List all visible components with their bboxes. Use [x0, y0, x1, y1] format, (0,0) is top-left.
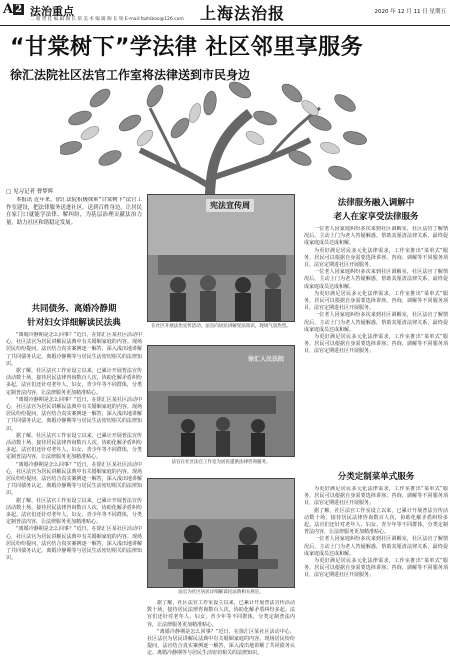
lede-paragraph: 本报讯 近年来，徐汇法院积极探索“甘棠树下”法官工作室建设，把法律服务送进社区，送到百姓身边，让居民在家门口就能学法律、解纠纷，为基层治理贡献法治力量，助力社区和谐稳定发展。: [6, 197, 142, 226]
subheadline: 徐汇法院社区法官工作室将法律送到市民身边: [10, 68, 251, 82]
section-heading: 法律服务融入调解中: [337, 198, 415, 208]
headline: “甘棠树下”学法律 社区邻里享服务: [10, 35, 364, 60]
photo-outreach-event: [147, 194, 295, 322]
section-heading: 老人在家享受法律服务: [333, 212, 419, 222]
section-heading: 共同债务、离婚冷静期: [31, 304, 117, 314]
event-banner: 宪法宣传周: [206, 199, 254, 212]
article-column-middle: 据了解，社区法官工作室设立以来，已累计开展普法宣传活动数十场，接待居民法律咨询数百人次，协助化解矛盾纠纷多起。法官们还针对老年人、妇女、青少年等不同群体，分类定制普法内容，让法律服务更加精准贴心。 “离婚冷静期是怎么回事？”近日，在徐汇区某社区活动中心，社区法官为居民讲解民法典中有关婚姻家庭的内容。现场居民纷纷提问，法官结合真实案例逐一解答，深入浅出地讲解了共同债务认定、离婚冷静期等与居民生活密切相关的法律知识。: [147, 600, 295, 657]
masthead: [0, 0, 450, 26]
section-heading: 分类定制菜单式服务: [337, 472, 415, 482]
byline: □ 见习记者 曹梦晖: [6, 189, 54, 195]
section-heading: 针对妇女详细解读民法典: [27, 318, 121, 328]
issue-date: 2020 年 12 月 11 日 星期五: [374, 9, 446, 15]
photo-caption: 法官为社区居民详细解读民法典相关规定。: [178, 590, 264, 595]
page-number: A 2: [3, 2, 23, 17]
photo-courthouse-office: [147, 345, 295, 457]
article-column-left: “离婚冷静期是怎么回事？”近日，在徐汇区某社区活动中心，社区法官为居民讲解民法典中有关婚姻家庭的内容。现场居民纷纷提问，法官结合真实案例逐一解答，深入浅出地讲解了共同债务认定、离婚冷静期等与居民生活密切相关的法律知识。 据了解，社区法官工作室设立以来，已累计开展普法宣传活动数十场，接待居民法律咨询数百人次，协助化解矛盾纠纷多起。法官们还针对老年人、妇女、青少年等不同群体，分类定制普法内容，让法律服务更加精准贴心。 “离婚冷静期是怎么回事？”近日，在徐汇区某社区活动中心，社区法官为居民讲解民法典中有关婚姻家庭的内容。现场居民纷纷提问，法官结合真实案例逐一解答，深入浅出地讲解了共同债务认定、离婚冷静期等与居民生活密切相关的法律知识。 据了解，社区法官工作室设立以来，已累计开展普法宣传活动数十场，接待居民法律咨询数百人次，协助化解矛盾纠纷多起。法官们还针对老年人、妇女、青少年等不同群体，分类定制普法内容，让法律服务更加精准贴心。 “离婚冷静期是怎么回事？”近日，在徐汇区某社区活动中心，社区法官为居民讲解民法典中有关婚姻家庭的内容。现场居民纷纷提问，法官结合真实案例逐一解答，深入浅出地讲解了共同债务认定、离婚冷静期等与居民生活密切相关的法律知识。 据了解，社区法官工作室设立以来，已累计开展普法宣传活动数十场，接待居民法律咨询数百人次，协助化解矛盾纠纷多起。法官们还针对老年人、妇女、青少年等不同群体，分类定制普法内容，让法律服务更加精准贴心。 “离婚冷静期是怎么回事？”近日，在徐汇区某社区活动中心，社区法官为居民讲解民法典中有关婚姻家庭的内容。现场居民纷纷提问，法官结合真实案例逐一解答，深入浅出地讲解了共同债务认定、离婚冷静期等与居民生活密切相关的法律知识。: [6, 332, 142, 562]
article-column-right-bottom: 为更好满足居民多元化法律需求，工作室推出“菜单式”服务，居民可以根据自身需要选择讲座、咨询、调解等不同服务项目，法官定期进社区开展服务。 据了解，社区法官工作室设立以来，已累计开展普法宣传活动数十场，接待居民法律咨询数百人次，协助化解矛盾纠纷多起。法官们还针对老年人、妇女、青少年等不同群体，分类定制普法内容，让法律服务更加精准贴心。 一位老人因家庭纠纷多次来到社区调解室，社区法官了解情况后，主动上门为老人答疑解惑，帮助其厘清法律关系，最终促成家庭成员达成和解。 为更好满足居民多元化法律需求，工作室推出“菜单式”服务，居民可以根据自身需要选择讲座、咨询、调解等不同服务项目，法官定期进社区开展服务。: [304, 486, 448, 579]
court-sign: 徐汇人民法院: [247, 356, 284, 363]
editor-credits: 二 版 责 任 编 辑 陶 长 铭 美 术 编 辑 陶 长 铭 E-mail:fazhibao@126.com: [30, 17, 184, 22]
newspaper-logo: 上海法治报: [200, 4, 286, 23]
photo-caption: 在社区开展法治宣传活动，法官向居民讲解宪法知识，现场气氛热烈。: [151, 324, 291, 329]
section-name: 法治重点: [30, 5, 74, 18]
photo-caption: 法官在社区法官工作室为居民提供法律咨询服务。: [171, 460, 271, 465]
article-column-right-top: 一位老人因家庭纠纷多次来到社区调解室，社区法官了解情况后，主动上门为老人答疑解惑，帮助其厘清法律关系，最终促成家庭成员达成和解。 为更好满足居民多元化法律需求，工作室推出“菜单式”服务，居民可以根据自身需要选择讲座、咨询、调解等不同服务项目，法官定期进社区开展服务。 一位老人因家庭纠纷多次来到社区调解室，社区法官了解情况后，主动上门为老人答疑解惑，帮助其厘清法律关系，最终促成家庭成员达成和解。 为更好满足居民多元化法律需求，工作室推出“菜单式”服务，居民可以根据自身需要选择讲座、咨询、调解等不同服务项目，法官定期进社区开展服务。 一位老人因家庭纠纷多次来到社区调解室，社区法官了解情况后，主动上门为老人答疑解惑，帮助其厘清法律关系，最终促成家庭成员达成和解。 为更好满足居民多元化法律需求，工作室推出“菜单式”服务，居民可以根据自身需要选择讲座、咨询、调解等不同服务项目，法官定期进社区开展服务。: [304, 226, 448, 355]
photo-consultation: [147, 478, 295, 588]
